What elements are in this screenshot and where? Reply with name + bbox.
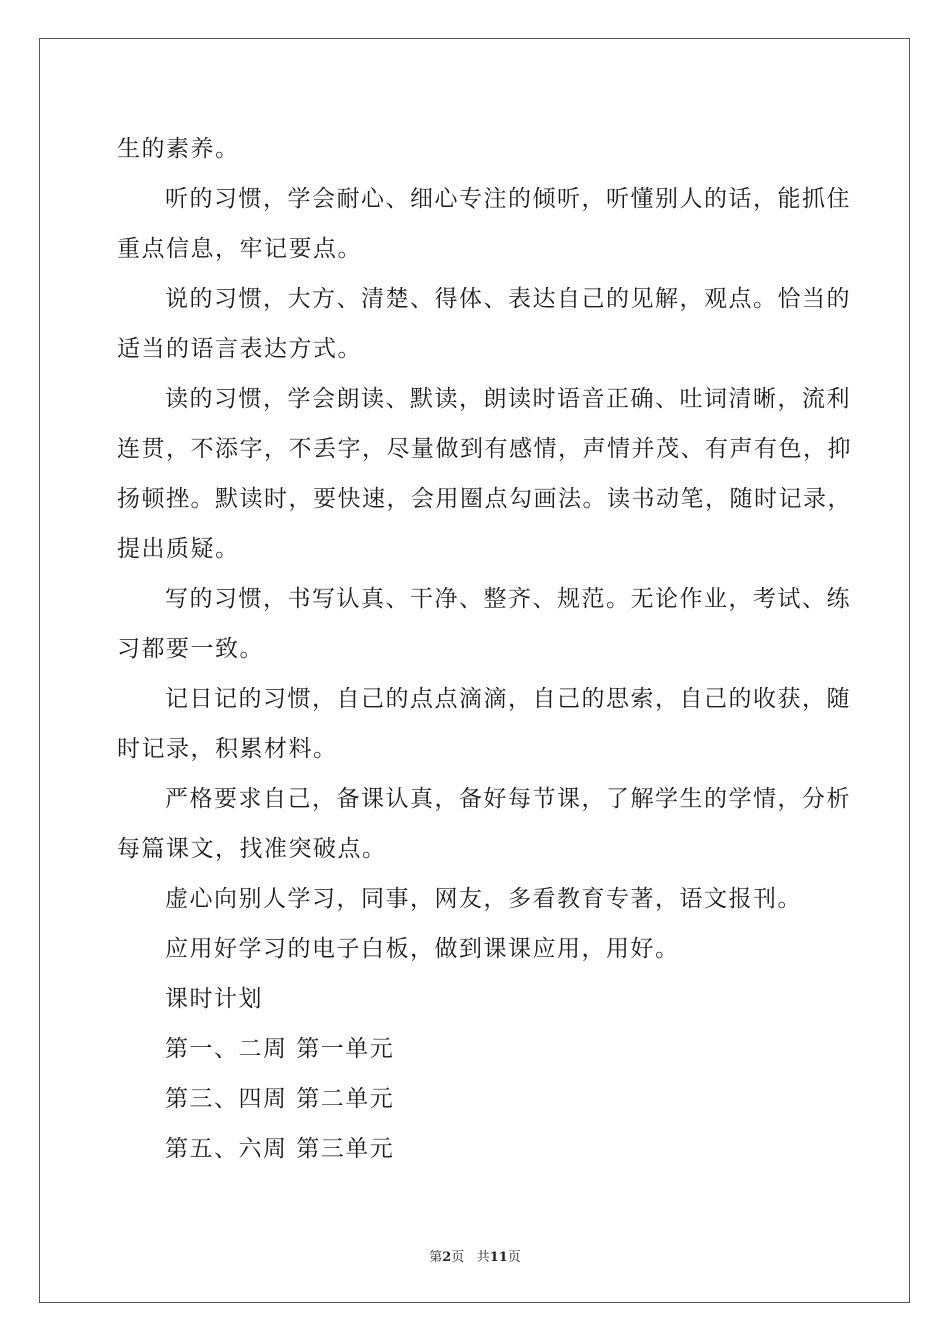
text-line: 提出质疑。: [117, 536, 240, 562]
text-line: 扬顿挫。默读时，要快速，会用圈点勾画法。读书动笔，随时记录，: [117, 486, 852, 512]
text-line: 重点信息，牢记要点。: [117, 236, 362, 262]
schedule-item: 第三、四周 第二单元: [165, 1086, 395, 1112]
text-line: 虚心向别人学习，同事，网友，多看教育专著，语文报刊。: [165, 886, 802, 912]
section-heading: 课时计划: [165, 986, 263, 1012]
text-line: 写的习惯，书写认真、干净、整齐、规范。无论作业，考试、练: [165, 586, 851, 612]
footer-prefix: 第: [429, 1250, 443, 1265]
text-line: 生的素养。: [117, 136, 240, 162]
footer-total-unit: 页: [507, 1250, 521, 1265]
page-footer: [0, 1246, 950, 1265]
schedule-item: 第五、六周 第三单元: [165, 1136, 395, 1162]
text-line: 连贯，不添字，不丢字，尽量做到有感情，声情并茂、有声有色，抑: [117, 436, 852, 462]
current-page-number: 2: [442, 1250, 452, 1265]
text-line: 严格要求自己，备课认真，备好每节课，了解学生的学情，分析: [165, 786, 851, 812]
schedule-item: 第一、二周 第一单元: [165, 1036, 395, 1062]
document-body: [117, 124, 852, 1174]
text-line: 应用好学习的电子白板，做到课课应用，用好。: [165, 936, 680, 962]
footer-page-unit: 页: [451, 1250, 465, 1265]
text-line: 时记录，积累材料。: [117, 736, 338, 762]
text-line: 记日记的习惯，自己的点点滴滴，自己的思索，自己的收获，随: [165, 686, 851, 712]
text-line: 说的习惯，大方、清楚、得体、表达自己的见解，观点。恰当的: [165, 286, 851, 312]
text-line: 每篇课文，找准突破点。: [117, 836, 387, 862]
text-line: 读的习惯，学会朗读、默读，朗读时语音正确、吐词清晰，流利: [165, 386, 851, 412]
total-page-count: 11: [489, 1250, 508, 1265]
footer-total-prefix: 共: [476, 1250, 490, 1265]
text-line: 习都要一致。: [117, 636, 264, 662]
text-line: 适当的语言表达方式。: [117, 336, 362, 362]
text-line: 听的习惯，学会耐心、细心专注的倾听，听懂别人的话，能抓住: [165, 186, 851, 212]
